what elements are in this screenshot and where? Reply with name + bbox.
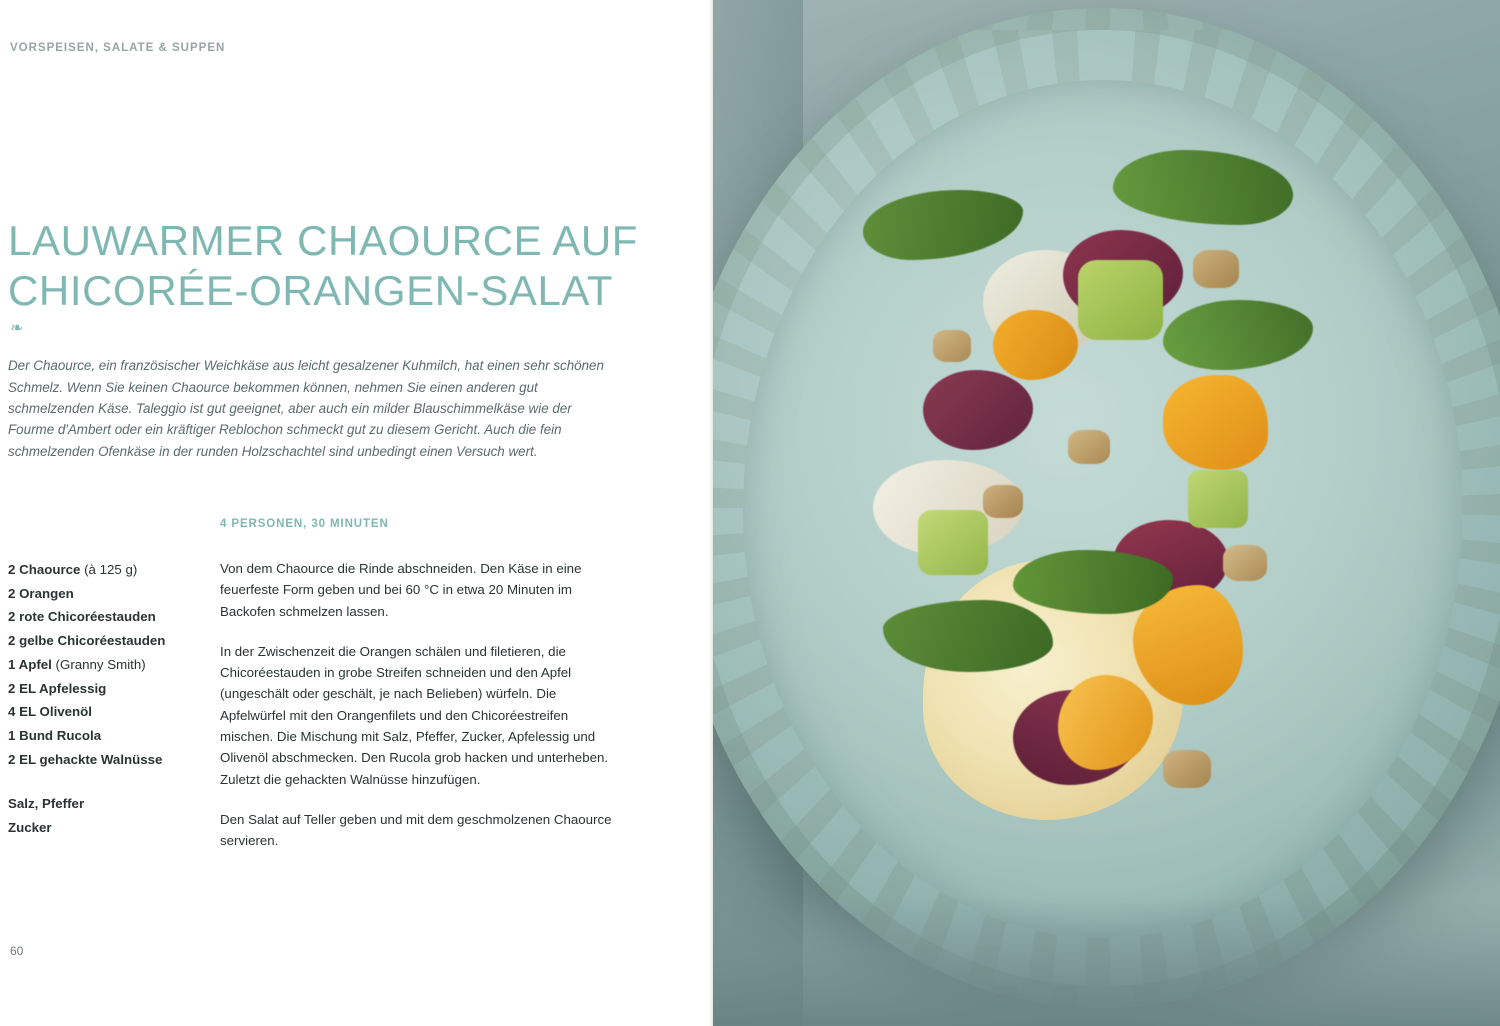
- ingredients-list: [8, 558, 208, 840]
- step-paragraph: Den Salat auf Teller geben und mit dem geschmolzenen Chaource servieren.: [220, 811, 612, 849]
- apple-cube: [918, 510, 988, 575]
- rocket-leaf: [1013, 550, 1173, 614]
- ingredient-note: (à 125 g): [84, 562, 138, 577]
- ingredient-name: 4 EL Olivenöl: [8, 704, 92, 720]
- ingredient-note: (Granny Smith): [55, 656, 146, 672]
- servings-and-time-label: 4 PERSONEN, 30 MINUTEN: [220, 518, 389, 530]
- walnut-piece: [1068, 430, 1110, 464]
- preparation-steps: [220, 558, 618, 852]
- orange-fillet: [1163, 375, 1268, 470]
- recipe-title: [8, 216, 678, 316]
- ingredient-name: 2 Chaource: [8, 562, 85, 577]
- ingredient-item: [8, 792, 208, 816]
- ingredient-item: [8, 558, 208, 582]
- recipe-intro-text: Der Chaource, ein französischer Weichkäse aus leicht gesalzener Kuhmilch, hat einen sehr schönen Schmelz. Wenn Sie keinen Chaource bekommen können, nehmen Sie einen anderen gut schmelzenden Käse. Taleggio ist gut geeignet, aber auch ein milder Blauschimmelkäse wie der Fourme d'Ambert oder ein kräftiger Reblochon schmeckt gut zu diesem Gericht. Auch die fein schmelzenden Ofenkäse in der runden Holzschachtel sind unbedingt einen Versuch wert.: [8, 358, 604, 459]
- salad-arrangement: [863, 130, 1383, 820]
- rocket-leaf: [1113, 150, 1293, 225]
- ingredient-item: [8, 816, 208, 840]
- walnut-piece: [1163, 750, 1211, 788]
- rocket-leaf: [863, 190, 1023, 260]
- ingredient-item: [8, 724, 208, 748]
- ingredients-divider: [8, 771, 208, 792]
- ingredient-item: [8, 582, 208, 606]
- rocket-leaf: [1163, 300, 1313, 370]
- ingredient-item: [8, 629, 208, 653]
- ingredient-name: 1 Apfel: [8, 656, 56, 672]
- ingredient-item: [8, 748, 208, 772]
- ingredient-name: 1 Bund Rucola: [8, 727, 102, 743]
- rocket-leaf: [883, 600, 1053, 672]
- recipe-photo-page: [713, 0, 1500, 1026]
- decorative-flourish-icon: ❧: [10, 320, 24, 337]
- step-paragraph: In der Zwischenzeit die Orangen schälen und filetieren, die Chicoréestauden in grobe Streifen schneiden und den Apfel (ungeschält oder geschält, je nach Belieben) würfeln. Die Apfelwürfel mit den Orangenfilets und den Chicoréestreifen mischen. Die Mischung mit Salz, Pfeffer, Zucker, Apfelessig und Olivenöl abschmecken. Den Rucola grob hacken und unterheben. Zuletzt die gehackten Walnüsse hinzufügen.: [220, 643, 609, 787]
- recipe-title-line-2: CHICORÉE-ORANGEN-SALAT: [8, 267, 614, 315]
- apple-cube: [1078, 260, 1163, 340]
- ingredient-item: [8, 605, 208, 629]
- page-number: 60: [10, 944, 24, 958]
- apple-cube: [1188, 470, 1248, 528]
- walnut-piece: [1193, 250, 1239, 288]
- table-surface-bottom: [713, 896, 1500, 1026]
- radicchio-leaf: [923, 370, 1033, 450]
- chapter-category-label: VORSPEISEN, SALATE & SUPPEN: [10, 42, 226, 54]
- ingredient-item: [8, 653, 208, 677]
- ingredient-name: 2 rote Chicoréestauden: [8, 609, 156, 625]
- ingredient-item: [8, 677, 208, 701]
- recipe-text-page: [0, 0, 713, 1026]
- ingredient-item: [8, 700, 208, 724]
- ingredient-name: 2 EL Apfelessig: [8, 680, 107, 696]
- walnut-piece: [983, 485, 1023, 518]
- recipe-title-line-1: LAUWARMER CHAOURCE AUF: [8, 217, 639, 265]
- ingredient-name: Zucker: [8, 820, 52, 836]
- food-photograph: [713, 0, 1500, 1026]
- walnut-piece: [1223, 545, 1267, 581]
- walnut-piece: [933, 330, 971, 362]
- ingredient-name: 2 Orangen: [8, 585, 74, 601]
- ingredient-name: Salz, Pfeffer: [8, 796, 85, 812]
- step-paragraph: Von dem Chaource die Rinde abschneiden. Den Käse in eine feuerfeste Form geben und bei 60 °C in etwa 20 Minuten im Backofen schmelzen lassen.: [220, 561, 582, 619]
- ingredient-name: 2 gelbe Chicoréestauden: [8, 633, 166, 649]
- orange-fillet: [993, 310, 1078, 380]
- ingredient-name: 2 EL gehackte Walnüsse: [8, 751, 163, 767]
